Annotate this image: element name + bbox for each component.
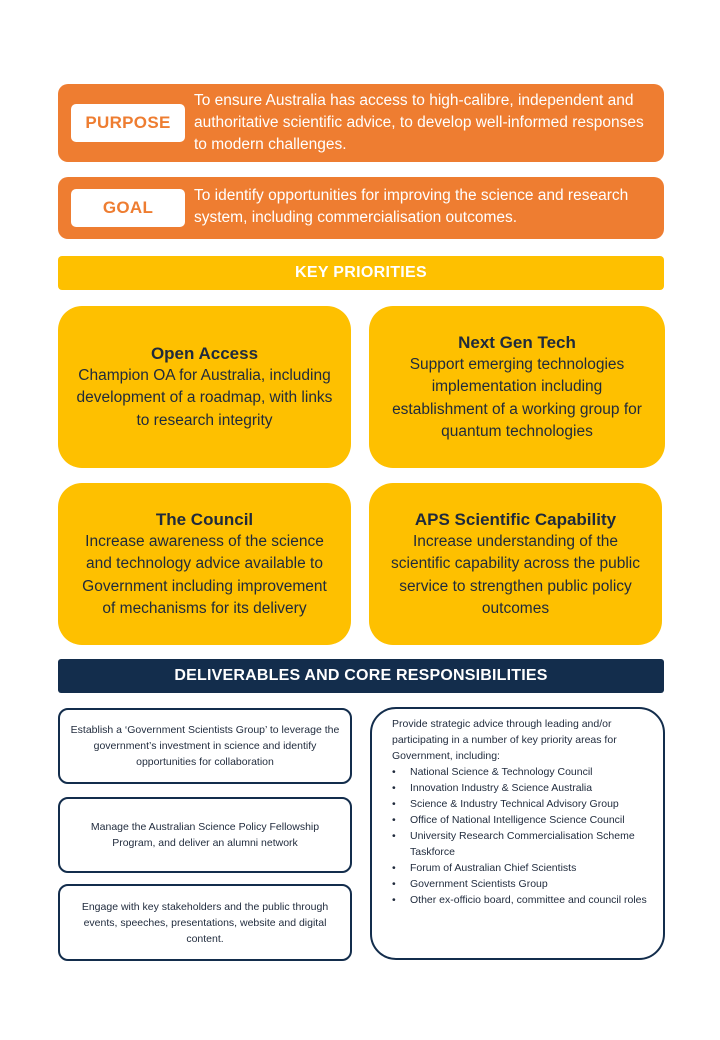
deliverables-heading: DELIVERABLES AND CORE RESPONSIBILITIES [58,659,664,693]
purpose-band [58,84,664,162]
deliverable-text: Engage with key stakeholders and the public through events, speeches, presentations, website and digital content. [81,900,329,945]
list-item: • Forum of Australian Chief Scientists [392,860,647,876]
deliverable-box-engagement [58,884,352,961]
goal-label: GOAL [71,189,185,227]
priority-text: Champion OA for Australia, including development of a roadmap, with links to research integrity [76,366,333,429]
list-item: • University Research Commercialisation Scheme Taskforce [392,828,647,860]
list-item: • Science & Industry Technical Advisory Group [392,796,647,812]
priority-next-gen-tech [369,306,665,468]
list-item: • Innovation Industry & Science Australia [392,780,647,796]
deliverable-box-scientists-group [58,708,352,784]
goal-band [58,177,664,239]
priority-title: The Council [155,509,254,529]
deliverable-box-fellowship [58,797,352,873]
priority-title: Next Gen Tech [458,332,576,352]
list-item: • Other ex-officio board, committee and council roles [392,892,647,908]
purpose-label: PURPOSE [71,104,185,142]
priority-areas-list [392,764,647,908]
priority-text: Support emerging technologies implementation including establishment of a working group for quantum technologies [392,355,642,440]
list-item: • Office of National Intelligence Science Council [392,812,647,828]
priority-the-council [58,483,351,645]
deliverable-text: Manage the Australian Science Policy Fellowship Program, and deliver an alumni network [90,821,320,849]
key-priorities-heading: KEY PRIORITIES [58,256,664,290]
priority-title: APS Scientific Capability [414,509,617,529]
strategic-advice-box [370,707,665,960]
priority-text: Increase understanding of the scientific capability across the public service to strengthen public policy outcomes [391,532,640,617]
priority-open-access [58,306,351,468]
strategic-advice-intro: Provide strategic advice through leading and/or participating in a number of key priority areas for Government, including: [392,718,617,762]
priority-text: Increase awareness of the science and technology advice available to Government including improvement of mechanisms for its delivery [82,532,327,617]
deliverable-text: Establish a ‘Government Scientists Group’ to leverage the government’s investment in science and identify opportunities for collaboration [70,724,340,768]
priority-aps-scientific-capability [369,483,662,645]
list-item: • National Science & Technology Council [392,764,647,780]
priority-title: Open Access [150,343,259,363]
goal-text: To identify opportunities for improving the science and research system, including commercialisation outcomes. [194,187,629,226]
purpose-text: To ensure Australia has access to high-calibre, independent and authoritative scientific advice, to develop well-informed responses to modern challenges. [194,92,644,153]
list-item: • Government Scientists Group [392,876,647,892]
